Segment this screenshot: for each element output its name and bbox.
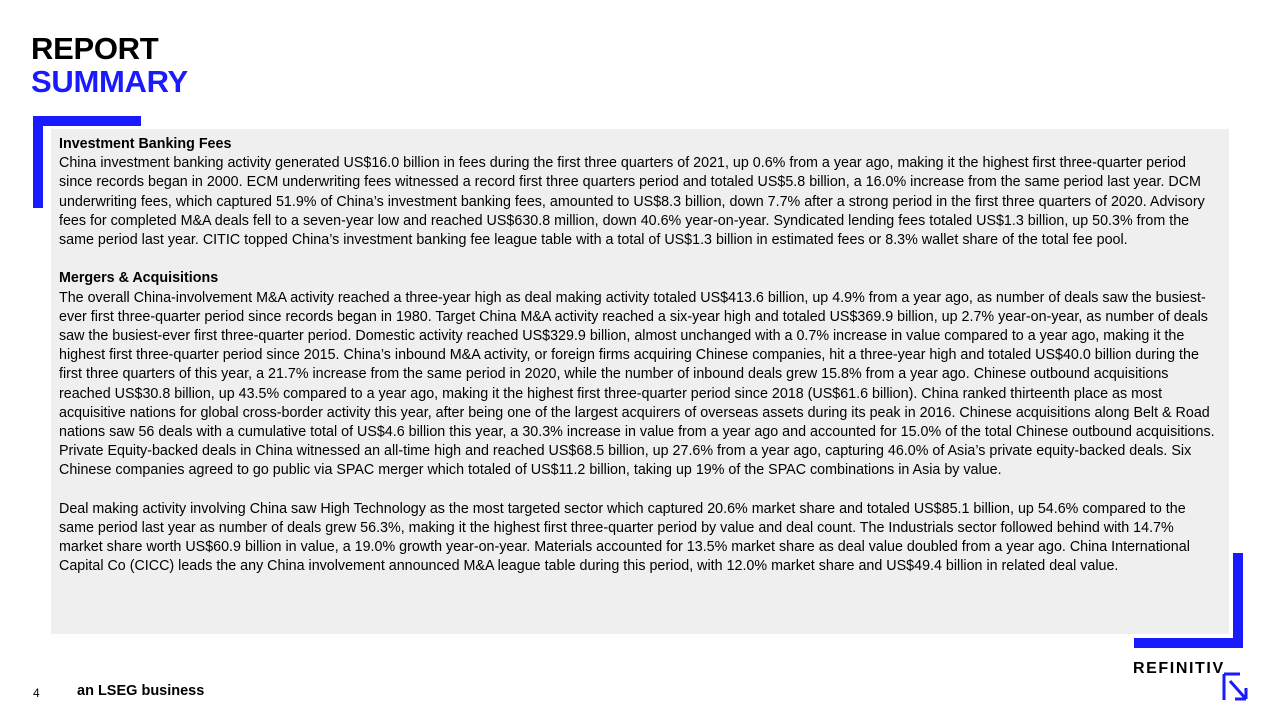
ib-fees-paragraph: China investment banking activity generated US$16.0 billion in fees during the first three quarters of 2021, up 0.6% from a year ago, making it the highest first three-quarter period since records began in 2000. ECM underwriting fees witnessed a record first three quarters period and totaled US$5.8 billion, a 16.0% increase from the same period last year. DCM underwriting fees, which captured 51.9% of China’s investment banking fees, amounted to US$8.3 billion, down 7.7% after a strong period in the first three quarters of 2020. Advisory fees for completed M&A deals fell to a seven-year low and reached US$630.8 million, down 40.6% year-on-year. Syndicated lending fees totaled US$1.3 billion, up 50.3% from the same period last year. CITIC topped China’s investment banking fee league table with a total of US$1.3 billion in estimated fees or 8.3% wallet share of the total fee pool. <box>59 155 1205 249</box>
title-line-2: SUMMARY <box>31 64 188 99</box>
refinitiv-arrow-icon <box>1222 672 1250 702</box>
refinitiv-logo-text: REFINITIV <box>1133 660 1225 677</box>
page-title <box>31 32 188 98</box>
ma-paragraph-2: Deal making activity involving China saw High Technology as the most targeted sector which captured 20.6% market share and totaled US$85.1 billion, up 54.6% compared to the same period last year as number of deals grew 56.3%, making it the highest first three-quarter period by value and deal count. The Industrials sector followed behind with 14.7% market share worth US$60.9 billion in value, a 19.0% growth year-on-year. Materials accounted for 13.5% market share as deal value doubled from a year ago. China International Capital Co (CICC) leads the any China involvement announced M&A league table during this period, with 12.0% market share and US$49.4 billion in related deal value. <box>59 500 1190 575</box>
title-line-1: REPORT <box>31 31 159 66</box>
footer-tagline: an LSEG business <box>77 683 205 699</box>
summary-panel <box>51 129 1229 634</box>
corner-bracket-top-left-bar <box>33 116 141 126</box>
corner-bracket-top-left <box>33 116 43 208</box>
ma-paragraph-1: The overall China-involvement M&A activity reached a three-year high as deal making activity totaled US$413.6 billion, up 4.9% from a year ago, as number of deals saw the busiest-ever first three-quarter period since records began in 1980. Target China M&A activity reached a six-year high and totaled US$369.9 billion, up 2.7% year-on-year, as number of deals saw the busiest-ever first three-quarter period. Domestic activity reached US$329.9 billion, almost unchanged with a 0.7% increase in value compared to a year ago, making it the highest first three-quarter period since 2015. China’s inbound M&A activity, or foreign firms acquiring Chinese companies, hit a three-year high and totaled US$40.0 billion during the first three quarters of this year, a 21.7% increase from the same period in 2020, while the number of inbound deals grew 15.8% from a year ago. Chinese outbound acquisitions reached US$30.8 billion, up 43.5% compared to a year ago, making it the highest first three-quarter period since 2018 (US$61.6 billion). China ranked thirteenth place as most acquisitive nations for global cross-border activity this year, after being one of the largest acquirers of overseas assets during its peak in 2016. Chinese acquisitions along Belt & Road nations saw 56 deals with a cumulative total of US$4.6 billion this year, a 30.3% increase in value from a year ago and accounted for 15.0% of the total Chinese outbound acquisitions. Private Equity-backed deals in China witnessed an all-time high and reached US$68.5 billion, up 27.6% from a year ago, capturing 46.0% of Asia’s private equity-backed deals. Six Chinese companies agreed to go public via SPAC merger which totaled of US$11.2 billion, taking up 19% of the SPAC combinations in Asia by value. <box>59 289 1215 479</box>
page-number: 4 <box>33 686 40 700</box>
section-heading-ma: Mergers & Acquisitions <box>59 270 219 287</box>
corner-bracket-bottom-right-bar <box>1134 638 1243 648</box>
section-heading-ib-fees: Investment Banking Fees <box>59 136 232 152</box>
corner-bracket-bottom-right <box>1233 553 1243 648</box>
